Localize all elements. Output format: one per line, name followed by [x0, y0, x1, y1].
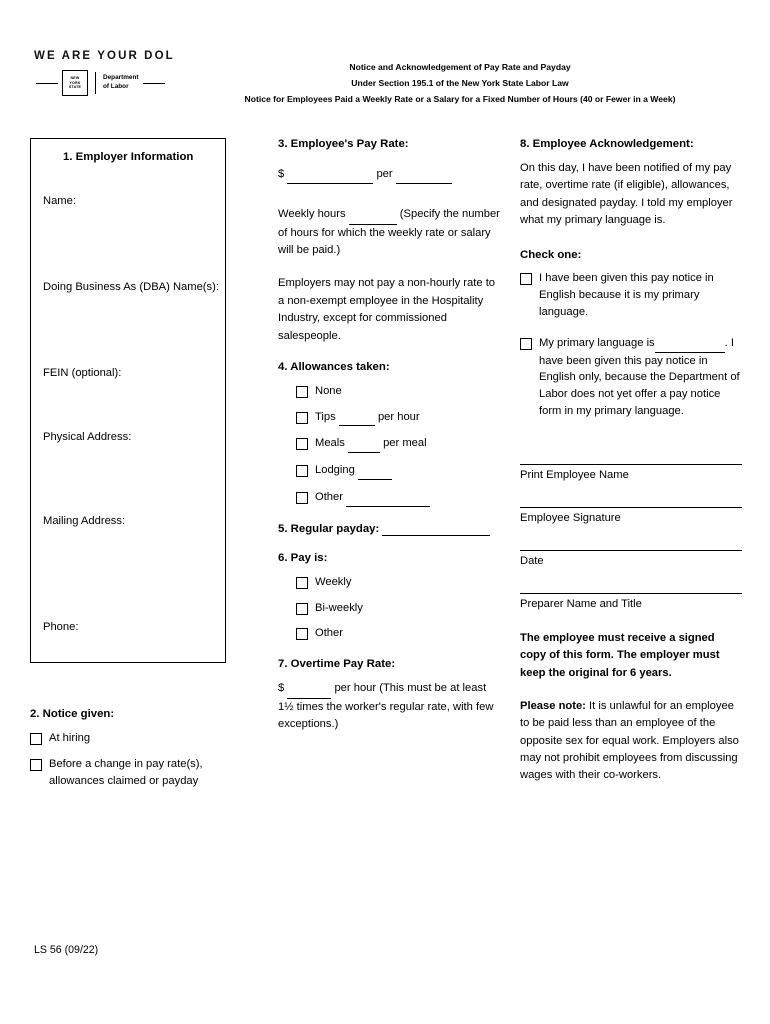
checkbox-pay-biweekly[interactable] — [296, 603, 308, 615]
overtime-section — [278, 658, 500, 733]
overtime-dollar-sign: $ — [278, 682, 285, 695]
employer-information-heading: 1. Employer Information — [63, 151, 194, 163]
checkbox-before-change[interactable] — [30, 759, 42, 771]
form-id-footer: LS 56 (09/22) — [34, 944, 99, 956]
pay-is-row-weekly[interactable] — [296, 574, 500, 591]
pay-rate-dollar-sign: $ — [278, 168, 285, 180]
check-one-heading: Check one: — [520, 249, 582, 262]
checkbox-pay-weekly[interactable] — [296, 577, 308, 589]
checkbox-at-hiring[interactable] — [30, 733, 42, 745]
form-title-line-1: Notice and Acknowledgement of Pay Rate and Payday — [349, 62, 571, 72]
employee-signature-label: Employee Signature — [520, 511, 621, 524]
checkbox-allowance-other[interactable] — [296, 492, 308, 504]
allowance-meals-blank[interactable] — [348, 435, 380, 453]
pay-is-section — [278, 552, 500, 642]
allowance-suffix-meals: per meal — [383, 437, 427, 450]
allowance-row-lodging[interactable] — [296, 462, 500, 480]
nysdol-logo — [36, 70, 165, 96]
overtime-row[interactable] — [278, 680, 500, 733]
checkbox-allowance-meals[interactable] — [296, 438, 308, 450]
overtime-text: per hour (This must be at least 1½ times the worker's regular rate, with few exceptions.) — [278, 682, 494, 730]
employer-phone-label: Phone: — [43, 621, 79, 633]
please-note-body: It is unlawful for an employee to be paid less than an employee of the opposite sex for equal work. Employers also may not prohibit employees from discussing wages with their co-workers. — [520, 699, 739, 782]
notice-given-option-at-hiring[interactable] — [30, 730, 260, 747]
date-label: Date — [520, 554, 544, 567]
notice-given-heading: 2. Notice given: — [30, 708, 115, 720]
checkbox-allowance-none[interactable] — [296, 386, 308, 398]
acknowledgement-option-english[interactable] — [520, 270, 742, 320]
pay-is-label-other: Other — [315, 627, 343, 640]
allowance-suffix-tips: per hour — [377, 410, 420, 423]
logo-department-line-1: Department — [103, 74, 139, 82]
print-employee-name-field[interactable] — [520, 464, 742, 481]
acknowledgement-option-2-prefix: My primary language is — [539, 336, 655, 349]
employer-physical-label: Physical Address: — [43, 431, 132, 443]
date-field[interactable] — [520, 550, 742, 567]
allowance-other-blank[interactable] — [346, 489, 430, 507]
employer-dba-label: Doing Business As (DBA) Name(s): — [43, 281, 219, 293]
checkbox-other-primary-language[interactable] — [520, 338, 532, 350]
pay-rate-entry-row[interactable] — [278, 166, 500, 184]
pay-is-row-biweekly[interactable] — [296, 600, 500, 617]
notice-given-option-2-label: Before a change in pay rate(s), allowances claimed or payday — [49, 757, 203, 787]
left-column — [30, 138, 240, 663]
allowance-lodging-blank[interactable] — [358, 462, 392, 480]
overtime-rate-blank[interactable] — [287, 680, 331, 698]
acknowledgement-option-1-label: I have been given this pay notice in English because it is my primary language. — [539, 272, 714, 319]
weekly-hours-row[interactable] — [278, 206, 500, 259]
regular-payday-row[interactable] — [278, 523, 500, 536]
allowance-row-tips[interactable] — [296, 409, 500, 427]
overtime-heading: 7. Overtime Pay Rate: — [278, 658, 396, 671]
pay-rate-amount-blank[interactable] — [287, 166, 373, 184]
form-title — [160, 60, 760, 108]
regular-payday-blank[interactable] — [382, 523, 490, 536]
logo-department-line-2: of Labor — [103, 83, 129, 90]
employer-information-box — [30, 138, 226, 663]
hospitality-note: Employers may not pay a non-hourly rate to a non-exempt employee in the Hospitality Industry, except for commissioned salespeople. — [278, 277, 496, 342]
acknowledgement-heading: 8. Employee Acknowledgement: — [520, 138, 694, 150]
allowance-tips-blank[interactable] — [339, 409, 375, 427]
please-note-label: Please note: — [520, 699, 586, 712]
right-column — [520, 138, 742, 785]
form-title-line-2: Under Section 195.1 of the New York State Labor Law — [351, 77, 569, 88]
checkbox-english-primary[interactable] — [520, 273, 532, 285]
notice-given-option-1-label: At hiring — [49, 732, 91, 744]
allowance-label-lodging: Lodging — [315, 464, 355, 477]
pay-rate-per-label: per — [376, 168, 393, 180]
pay-rate-period-blank[interactable] — [396, 166, 452, 184]
employer-name-label: Name: — [43, 195, 76, 207]
preparer-name-title-label: Preparer Name and Title — [520, 597, 642, 610]
please-note-paragraph — [520, 698, 742, 785]
allowance-label-tips: Tips — [315, 410, 336, 423]
regular-payday-heading: 5. Regular payday: — [278, 522, 380, 535]
preparer-name-title-field[interactable] — [520, 593, 742, 610]
acknowledgement-body: On this day, I have been notified of my pay rate, overtime rate (if eligible), allowances, and designated payday. I told my employer what my primary language is. — [520, 162, 733, 227]
pay-is-label-biweekly: Bi-weekly — [315, 601, 363, 614]
acknowledgement-option-2-suffix: . I have been given this pay notice in English only, because the Department of Labor does not yet offer a pay notice form in my primary language. — [539, 336, 740, 418]
dol-brand-tagline: WE ARE YOUR DOL — [34, 50, 175, 62]
checkbox-allowance-tips[interactable] — [296, 412, 308, 424]
pay-is-row-other[interactable] — [296, 625, 500, 642]
form-title-line-3: Notice for Employees Paid a Weekly Rate or a Salary for a Fixed Number of Hours (40 or Fewer in a Week) — [244, 93, 676, 104]
allowance-row-none[interactable] — [296, 383, 500, 400]
weekly-hours-label: Weekly hours — [278, 208, 346, 221]
notice-given-option-before-change[interactable] — [30, 756, 260, 790]
seal-line-3: STATE — [68, 85, 82, 90]
allowance-label-other: Other — [315, 491, 343, 504]
pay-rate-section — [278, 138, 500, 345]
pay-is-label-weekly: Weekly — [315, 575, 352, 588]
notice-given-section — [30, 708, 260, 789]
weekly-hours-note: (Specify the number of hours for which the weekly rate or salary will be paid.) — [278, 208, 500, 257]
allowance-label-none: None — [315, 384, 342, 397]
employer-mailing-label: Mailing Address: — [43, 515, 126, 527]
seal-line-1: NEW — [70, 76, 80, 81]
logo-department-text — [103, 74, 139, 91]
pay-rate-heading: 3. Employee's Pay Rate: — [278, 138, 409, 150]
logo-divider — [95, 72, 96, 94]
weekly-hours-blank[interactable] — [349, 206, 397, 224]
new-york-state-seal-icon — [62, 70, 88, 96]
allowance-label-meals: Meals — [315, 437, 345, 450]
print-employee-name-label: Print Employee Name — [520, 468, 629, 481]
primary-language-blank[interactable] — [655, 335, 725, 353]
acknowledgement-option-other-language[interactable] — [520, 335, 742, 420]
pay-is-heading: 6. Pay is: — [278, 551, 328, 564]
checkbox-allowance-lodging[interactable] — [296, 465, 308, 477]
page-header — [0, 46, 770, 116]
must-receive-copy-notice: The employee must receive a signed copy of this form. The employer must keep the original for 6 years. — [520, 631, 720, 679]
employer-fein-label: FEIN (optional): — [43, 367, 122, 379]
middle-column — [278, 138, 500, 749]
employee-signature-field[interactable] — [520, 507, 742, 524]
allowance-row-meals[interactable] — [296, 435, 500, 453]
logo-left-rule — [36, 83, 58, 84]
regular-payday-section — [278, 523, 500, 536]
allowance-row-other[interactable] — [296, 489, 500, 507]
allowances-section — [278, 361, 500, 507]
allowances-heading: 4. Allowances taken: — [278, 360, 390, 373]
seal-line-2: YORK — [69, 80, 81, 85]
checkbox-pay-other[interactable] — [296, 628, 308, 640]
